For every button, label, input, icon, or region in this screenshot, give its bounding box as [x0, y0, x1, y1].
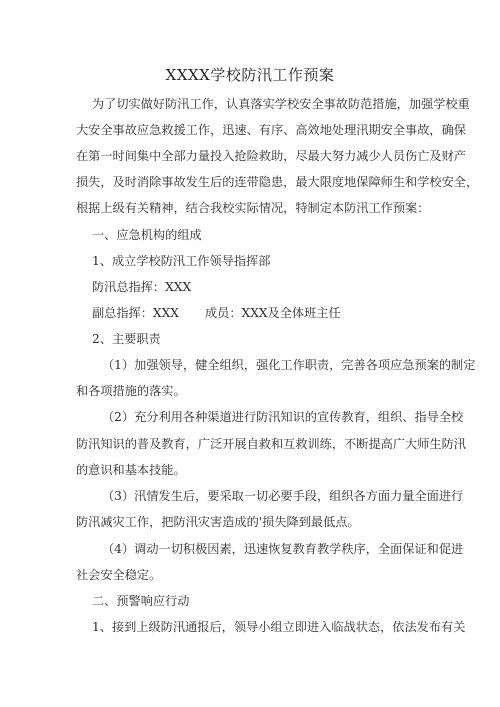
paragraph-line: 的意识和基本技能。: [76, 463, 186, 477]
subsection-heading: 2、主要职责: [92, 332, 161, 346]
paragraph-line: 防汛减灾工作，把防汛灾害造成的'损失降到最低点。: [76, 515, 360, 529]
subsection-heading: 1、成立学校防汛工作领导指挥部: [92, 254, 271, 268]
paragraph-line: （1）加强领导，健全组织，强化工作职责，完善各项应急预案的制定: [102, 358, 476, 372]
paragraph-line: 1、接到上级防汛通报后，领导小组立即进入临战状态，依法发布有关: [92, 620, 466, 634]
paragraph-line: 损失，及时消除事故发生后的连带隐患，最大限度地保障师生和学校安全，: [76, 175, 479, 189]
deputy-members-line: [0, 305, 500, 321]
paragraph-line: （3）汛情发生后，要采取一切必要手段，组织各方面力量全面进行: [102, 489, 464, 503]
section-heading: 二、预警响应行动: [92, 594, 190, 608]
paragraph-line: 大安全事故应急救援工作，迅速、有序、高效地处理汛期安全事故，确保: [76, 123, 466, 137]
commander-line: 防汛总指挥：XXX: [92, 280, 192, 294]
paragraph-line: 和各项措施的落实。: [76, 384, 186, 398]
paragraph-line: 防汛知识的普及教育，广泛开展自救和互救训练，不断提高广大师生防汛: [76, 437, 466, 451]
paragraph-line: 为了切实做好防汛工作，认真落实学校安全事故防范措施，加强学校重: [92, 97, 470, 111]
section-heading: 一、应急机构的组成: [92, 228, 202, 242]
paragraph-line: （4）调动一切积极因素，迅速恢复教育教学秩序，全面保证和促进: [102, 542, 464, 556]
deputy-commander: 副总指挥：XXX: [92, 306, 179, 320]
paragraph-line: （2）充分利用各种渠道进行防汛知识的宣传教育，组织、指导全校: [102, 410, 464, 424]
paragraph-line: 在第一时间集中全部力量投入抢险救助，尽最大努力减少人员伤亡及财产: [76, 149, 466, 163]
paragraph-line: 根据上级有关精神，结合我校实际情况，特制定本防汛工作预案：: [76, 201, 430, 215]
page-title: XXXX学校防汛工作预案: [165, 66, 335, 84]
paragraph-line: 社会安全稳定。: [76, 568, 162, 582]
members: 成员：XXX及全体班主任: [204, 306, 341, 320]
